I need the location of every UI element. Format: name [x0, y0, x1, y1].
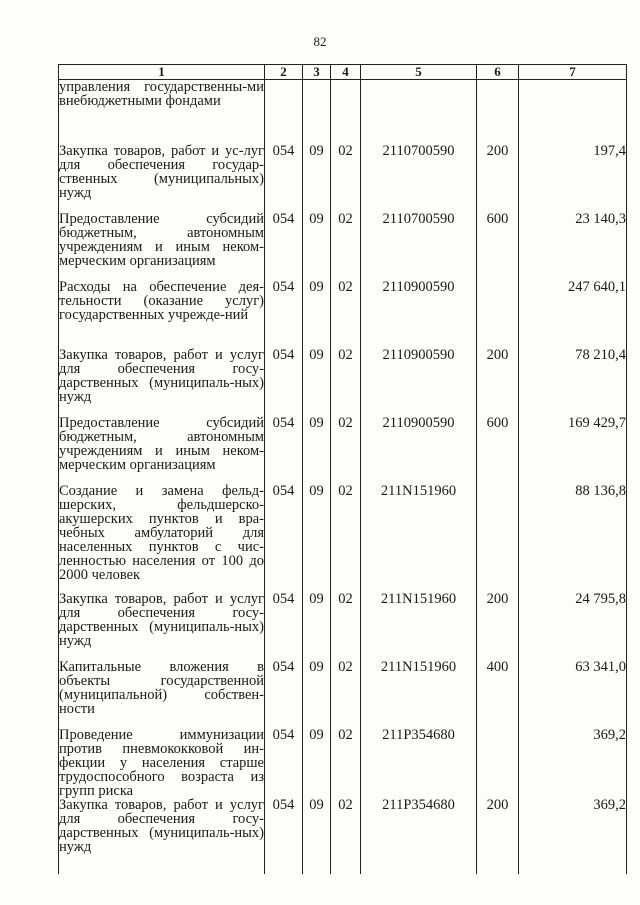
- cell-section: 09: [303, 592, 331, 660]
- cell-target-article: 211N151960: [361, 592, 477, 660]
- table-row: [59, 348, 627, 416]
- page-number: 82: [313, 34, 327, 49]
- cell-subsection: [331, 80, 361, 145]
- cell-ministry: 054: [265, 660, 303, 728]
- cell-section: 09: [303, 280, 331, 348]
- cell-amount: 369,2: [519, 798, 627, 874]
- cell-ministry: 054: [265, 280, 303, 348]
- column-header: 6: [477, 65, 519, 80]
- cell-expense-type: 200: [477, 798, 519, 874]
- cell-subsection: 02: [331, 798, 361, 874]
- cell-amount: 369,2: [519, 728, 627, 798]
- cell-target-article: [361, 80, 477, 145]
- row-description: Закупка товаров, работ и услуг для обеспечения госу-дарственных (муниципаль-ных) нужд: [59, 592, 265, 660]
- cell-subsection: 02: [331, 728, 361, 798]
- row-description: Предоставление субсидий бюджетным, автономным учреждениям и иным неком-мерческим организациям: [59, 416, 265, 484]
- table-row: [59, 798, 627, 874]
- row-description: Закупка товаров, работ и ус-луг для обеспечения государ-ственных (муниципальных) нужд: [59, 144, 265, 212]
- table-row: [59, 416, 627, 484]
- cell-target-article: 211P354680: [361, 798, 477, 874]
- table-row: [59, 80, 627, 145]
- cell-target-article: 211P354680: [361, 728, 477, 798]
- cell-amount: [519, 80, 627, 145]
- cell-ministry: 054: [265, 416, 303, 484]
- cell-amount: 88 136,8: [519, 484, 627, 592]
- cell-ministry: 054: [265, 592, 303, 660]
- cell-ministry: 054: [265, 728, 303, 798]
- cell-subsection: 02: [331, 212, 361, 280]
- cell-amount: 23 140,3: [519, 212, 627, 280]
- cell-amount: 24 795,8: [519, 592, 627, 660]
- cell-ministry: 054: [265, 484, 303, 592]
- cell-target-article: 2110700590: [361, 144, 477, 212]
- cell-ministry: 054: [265, 212, 303, 280]
- table-row: [59, 660, 627, 728]
- cell-subsection: 02: [331, 348, 361, 416]
- cell-amount: 197,4: [519, 144, 627, 212]
- cell-amount: 78 210,4: [519, 348, 627, 416]
- row-description: управления государственны-ми внебюджетными фондами: [59, 80, 265, 145]
- table-row: [59, 144, 627, 212]
- cell-section: 09: [303, 144, 331, 212]
- row-description: Закупка товаров, работ и услуг для обеспечения госу-дарственных (муниципаль-ных) нужд: [59, 348, 265, 416]
- cell-amount: 63 341,0: [519, 660, 627, 728]
- column-header: 4: [331, 65, 361, 80]
- table-row: [59, 484, 627, 592]
- cell-expense-type: 400: [477, 660, 519, 728]
- cell-section: 09: [303, 484, 331, 592]
- cell-target-article: 2110900590: [361, 416, 477, 484]
- cell-subsection: 02: [331, 144, 361, 212]
- cell-target-article: 2110700590: [361, 212, 477, 280]
- cell-expense-type: [477, 80, 519, 145]
- cell-expense-type: [477, 484, 519, 592]
- budget-table: [58, 64, 627, 874]
- cell-section: 09: [303, 798, 331, 874]
- cell-section: 09: [303, 348, 331, 416]
- table-row: [59, 592, 627, 660]
- row-description: Предоставление субсидий бюджетным, автономным учреждениям и иным неком-мерческим организациям: [59, 212, 265, 280]
- cell-expense-type: 200: [477, 592, 519, 660]
- row-description: Расходы на обеспечение дея-тельности (оказание услуг) государственных учрежде-ний: [59, 280, 265, 348]
- cell-expense-type: [477, 280, 519, 348]
- column-header: 5: [361, 65, 477, 80]
- cell-subsection: 02: [331, 484, 361, 592]
- column-header: 2: [265, 65, 303, 80]
- table-row: [59, 212, 627, 280]
- cell-expense-type: [477, 728, 519, 798]
- cell-ministry: 054: [265, 798, 303, 874]
- cell-expense-type: 200: [477, 144, 519, 212]
- cell-target-article: 2110900590: [361, 280, 477, 348]
- row-description: Проведение иммунизации против пневмококковой ин-фекции у населения старше трудоспособного возраста из групп риска: [59, 727, 264, 799]
- cell-ministry: 054: [265, 144, 303, 212]
- cell-target-article: 211N151960: [361, 660, 477, 728]
- cell-subsection: 02: [331, 592, 361, 660]
- cell-target-article: 211N151960: [361, 484, 477, 592]
- cell-section: 09: [303, 660, 331, 728]
- cell-amount: 247 640,1: [519, 280, 627, 348]
- column-header: 3: [303, 65, 331, 80]
- cell-section: 09: [303, 416, 331, 484]
- cell-subsection: 02: [331, 660, 361, 728]
- header-row: [59, 65, 627, 80]
- row-description: Создание и замена фельд-шерских, фельдшерско-акушерских пунктов и вра-чебных амбулаторий для населенных пунктов с чис-ленностью населения от 100 до 2000 человек: [59, 484, 265, 592]
- cell-expense-type: 600: [477, 212, 519, 280]
- column-header: 7: [519, 65, 627, 80]
- cell-section: 09: [303, 212, 331, 280]
- cell-expense-type: 600: [477, 416, 519, 484]
- cell-target-article: 2110900590: [361, 348, 477, 416]
- cell-subsection: 02: [331, 280, 361, 348]
- cell-subsection: 02: [331, 416, 361, 484]
- row-description: Капитальные вложения в объекты государственной (муниципальной) собствен-ности: [59, 660, 265, 728]
- cell-ministry: [265, 80, 303, 145]
- table-row: [59, 280, 627, 348]
- cell-expense-type: 200: [477, 348, 519, 416]
- table-row: [59, 728, 627, 798]
- cell-amount: 169 429,7: [519, 416, 627, 484]
- cell-ministry: 054: [265, 348, 303, 416]
- row-description: Закупка товаров, работ и услуг для обеспечения госу-дарственных (муниципаль-ных) нужд: [59, 798, 265, 874]
- column-header: 1: [59, 65, 265, 80]
- cell-section: 09: [303, 728, 331, 798]
- cell-section: [303, 80, 331, 145]
